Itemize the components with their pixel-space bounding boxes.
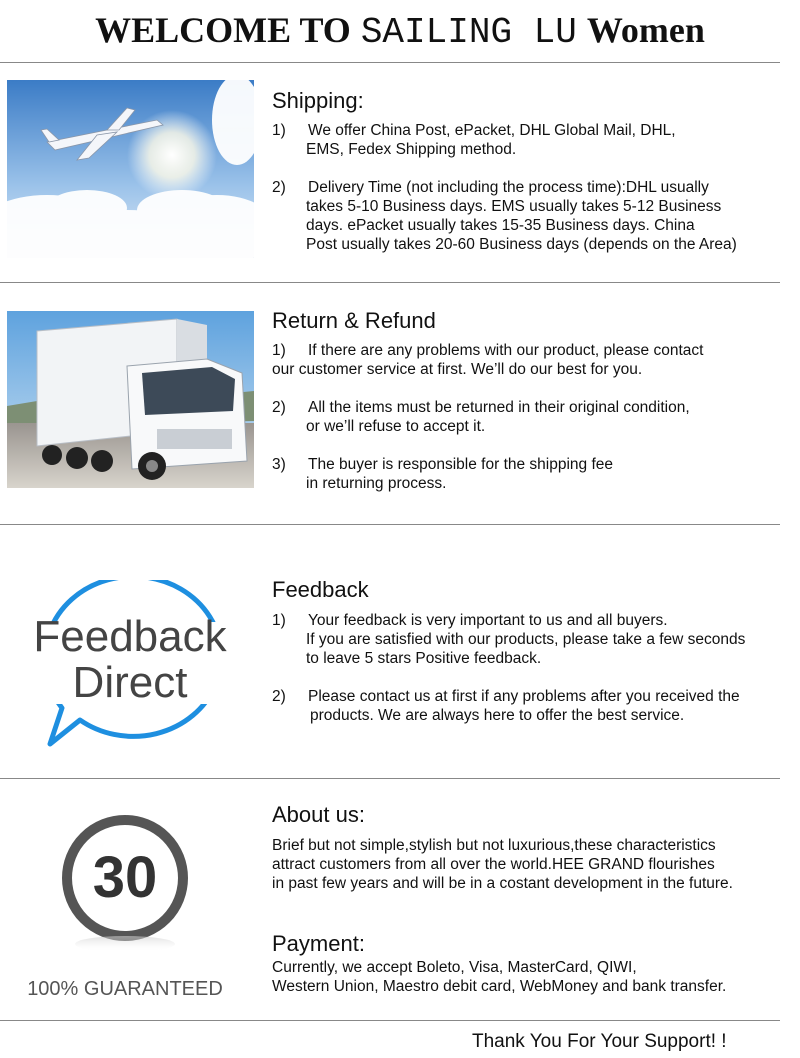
about-text: Brief but not simple,stylish but not luxurious,these characteristics attract customers from all over the world.HEE GRAND flourishes in past few years and will be in a costant development in the future. bbox=[272, 837, 733, 892]
title-welcome: WELCOME TO bbox=[95, 10, 351, 50]
payment-heading: Payment: bbox=[272, 931, 365, 956]
item-number: 1) bbox=[272, 342, 286, 359]
return-item-1: 1) If there are any problems with our product, please contact our customer service at first. We’ll do our best for you. bbox=[272, 342, 704, 378]
item-number: 2) bbox=[272, 688, 286, 705]
return-item-3: 3) The buyer is responsible for the shipping fee in returning process. bbox=[272, 456, 614, 492]
divider bbox=[0, 282, 780, 283]
shipping-heading: Shipping: bbox=[272, 88, 364, 113]
title-store-name: SAILING LU bbox=[360, 12, 577, 53]
divider bbox=[0, 778, 780, 779]
badge-caption: 100% GUARANTEED bbox=[27, 978, 223, 1000]
divider bbox=[0, 524, 780, 525]
item-number: 1) bbox=[272, 122, 286, 139]
shipping-item-1: 1) We offer China Post, ePacket, DHL Global Mail, DHL, EMS, Fedex Shipping method. bbox=[272, 122, 676, 158]
feedback-heading: Feedback bbox=[272, 577, 369, 602]
item-number: 3) bbox=[272, 456, 286, 473]
feedback-item-1: 1) Your feedback is very important to us and all buyers. If you are satisfied with our products, please take a few seconds to leave 5 stars Positive feedback. bbox=[272, 612, 746, 667]
about-heading: About us: bbox=[272, 802, 365, 827]
airplane-image bbox=[7, 80, 254, 258]
page-title bbox=[0, 8, 800, 55]
return-refund-heading: Return & Refund bbox=[272, 308, 436, 333]
feedback-direct-logo bbox=[10, 580, 250, 750]
return-item-2: 2) All the items must be returned in their original condition, or we’ll refuse to accept it. bbox=[272, 399, 690, 435]
item-number: 2) bbox=[272, 179, 286, 196]
payment-text: Currently, we accept Boleto, Visa, MasterCard, QIWI, Western Union, Maestro debit card, WebMoney and bank transfer. bbox=[272, 959, 727, 995]
shipping-item-2: 2) Delivery Time (not including the process time):DHL usually takes 5-10 Business days. EMS usually takes 5-12 Business days. ePacket usually takes 15-35 Business days. China Post usually takes 20-60 Business days (depends on the Area) bbox=[272, 179, 737, 253]
title-women: Women bbox=[586, 10, 705, 50]
logo-text-direct: Direct bbox=[72, 658, 188, 707]
logo-text-feedback: Feedback bbox=[33, 612, 227, 661]
feedback-item-2: 2) Please contact us at first if any problems after you received the products. We are always here to offer the best service. bbox=[272, 688, 740, 724]
divider bbox=[0, 62, 780, 63]
item-number: 2) bbox=[272, 399, 286, 416]
divider bbox=[0, 1020, 780, 1021]
truck-image bbox=[7, 311, 254, 488]
guarantee-badge bbox=[50, 812, 200, 952]
badge-number: 30 bbox=[92, 845, 158, 910]
thank-you-text: Thank You For Your Support! ! bbox=[472, 1031, 727, 1052]
item-number: 1) bbox=[272, 612, 286, 629]
